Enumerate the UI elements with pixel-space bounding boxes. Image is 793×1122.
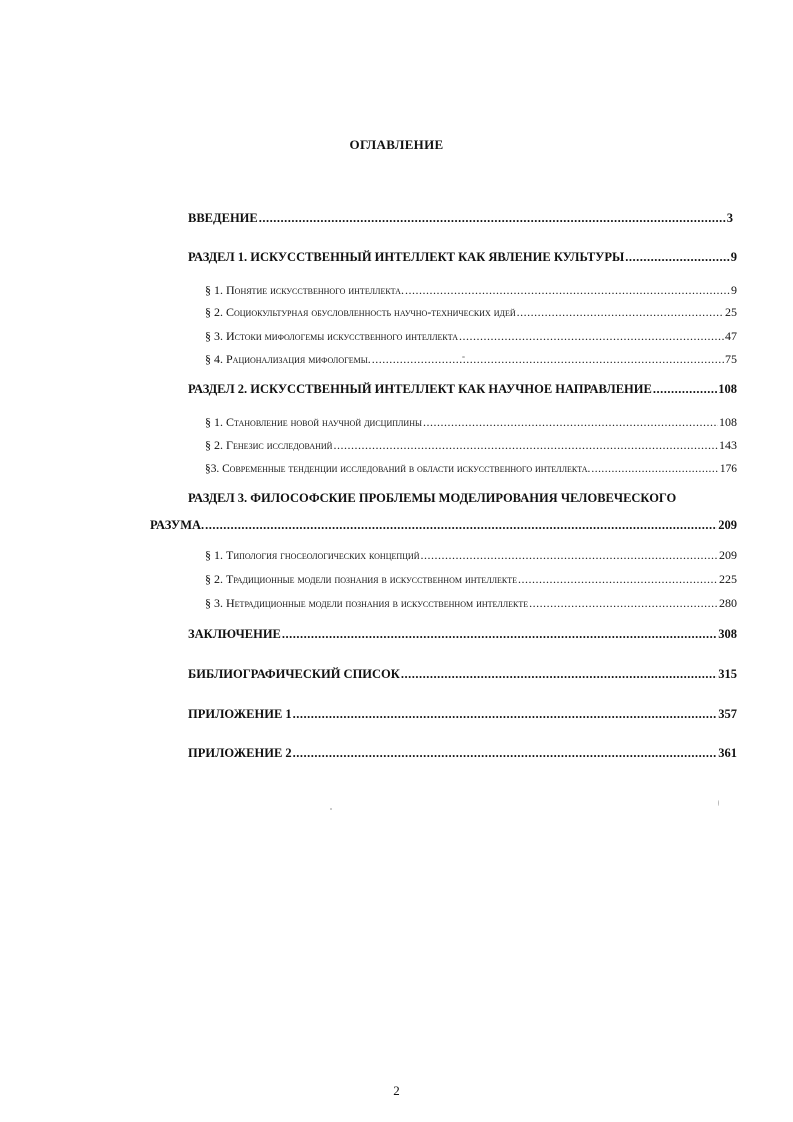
toc-entry-appendix1[interactable] [188,706,737,722]
toc-entry-section3[interactable] [150,517,737,533]
toc-entry-page: 280 [719,596,737,610]
toc-entry-section2[interactable] [188,381,737,397]
toc-entry-page: 75 [725,352,737,366]
leader-dots [518,571,718,587]
toc-entry-page: 357 [718,707,737,721]
toc-entry-label: § 2. Традиционные модели познания в искусственном интеллекте [205,572,518,586]
scan-speck [718,800,719,806]
toc-entry-s2-p3[interactable] [205,461,737,477]
page-number: 2 [393,1083,400,1098]
toc-entry-label: ПРИЛОЖЕНИЕ 2 [188,746,292,760]
leader-dots [205,517,717,533]
toc-entry-s1-p2[interactable] [205,304,737,320]
leader-dots [293,745,718,761]
leader-dots [591,461,719,477]
toc-entry-s2-p1[interactable] [205,414,737,430]
toc-entry-label: § 3. Истоки мифологемы искусственного интеллекта [205,329,458,343]
scan-speck [330,808,332,810]
leader-dots [625,249,730,265]
toc-entry-label: ВВЕДЕНИЕ [188,211,258,225]
toc-entry-label: ЗАКЛЮЧЕНИЕ [188,627,281,641]
toc-entry-s3-p1[interactable] [205,547,737,563]
leader-dots [529,595,718,611]
toc-entry-conclusion[interactable] [188,626,737,642]
toc-entry-page: 209 [718,518,737,532]
toc-entry-page: 225 [719,572,737,586]
toc-entry-s1-p3[interactable] [205,328,737,344]
toc-entry-page: 108 [719,415,737,429]
toc-entry-label: § 2. Социокультурная обусловленность научно-технических идей [205,305,516,319]
toc-entry-label: § 1. Типология гносеологических концепций [205,548,420,562]
toc-entry-label: РАЗДЕЛ 1. ИСКУССТВЕННЫЙ ИНТЕЛЛЕКТ КАК ЯВЛЕНИЕ КУЛЬТУРЫ [188,250,625,264]
leader-dots [459,328,724,344]
toc-entry-s1-p4[interactable] [205,351,737,367]
toc-entry-appendix2[interactable] [188,745,737,761]
toc-entry-page: 308 [718,627,737,641]
toc-entry-page: 209 [719,548,737,562]
toc-entry-s3-p2[interactable] [205,571,737,587]
toc-entry-label: § 2. Генезис исследований [205,438,333,452]
toc-entry-s3-p3[interactable] [205,595,737,611]
toc-entry-page: 47 [725,329,737,343]
toc-entry-page: 3 [726,211,733,225]
page-title: ОГЛАВЛЕНИЕ [349,137,444,152]
leader-dots [372,351,724,367]
toc-entry-page: 143 [719,438,737,452]
toc-entry-page: 9 [731,283,737,297]
toc-entry-section3-line1[interactable]: РАЗДЕЛ 3. ФИЛОСОФСКИЕ ПРОБЛЕМЫ МОДЕЛИРОВАНИЯ ЧЕЛОВЕЧЕСКОГО [188,491,677,505]
leader-dots [282,626,717,642]
toc-entry-label: § 1. Понятие искусственного интеллекта. [205,283,404,297]
toc-entry-page: 361 [718,746,737,760]
toc-entry-label: § 4. Рационализация мифологемы. [205,352,371,366]
toc-entry-label: РАЗДЕЛ 2. ИСКУССТВЕННЫЙ ИНТЕЛЛЕКТ КАК НАУЧНОЕ НАПРАВЛЕНИЕ [188,382,652,396]
toc-entry-s2-p2[interactable] [205,437,737,453]
leader-dots [293,706,718,722]
toc-entry-label: РАЗУМА. [150,518,205,532]
toc-entry-intro[interactable] [188,210,733,226]
toc-entry-page: 108 [718,382,737,396]
toc-entry-bibliography[interactable] [188,666,737,682]
leader-dots [259,210,726,226]
toc-entry-label: §3. Современные тенденции исследований в области искусственного интеллекта. [205,463,591,475]
toc-entry-page: 315 [718,667,737,681]
toc-entry-s1-p1[interactable] [205,282,737,298]
toc-entry-label: ПРИЛОЖЕНИЕ 1 [188,707,292,721]
scan-speck [462,356,465,358]
leader-dots [333,437,718,453]
leader-dots [423,414,718,430]
leader-dots [405,282,730,298]
toc-entry-label: § 1. Становление новой научной дисциплины [205,415,422,429]
leader-dots [653,381,717,397]
toc-entry-page: 9 [730,250,737,264]
toc-entry-page: 25 [725,305,737,319]
toc-entry-label: § 3. Нетрадиционные модели познания в искусственном интеллекте [205,596,529,610]
leader-dots [401,666,717,682]
leader-dots [420,547,718,563]
leader-dots [517,304,724,320]
toc-entry-section1[interactable] [188,249,737,265]
toc-entry-label: БИБЛИОГРАФИЧЕСКИЙ СПИСОК [188,667,400,681]
toc-entry-page: 176 [719,463,737,475]
